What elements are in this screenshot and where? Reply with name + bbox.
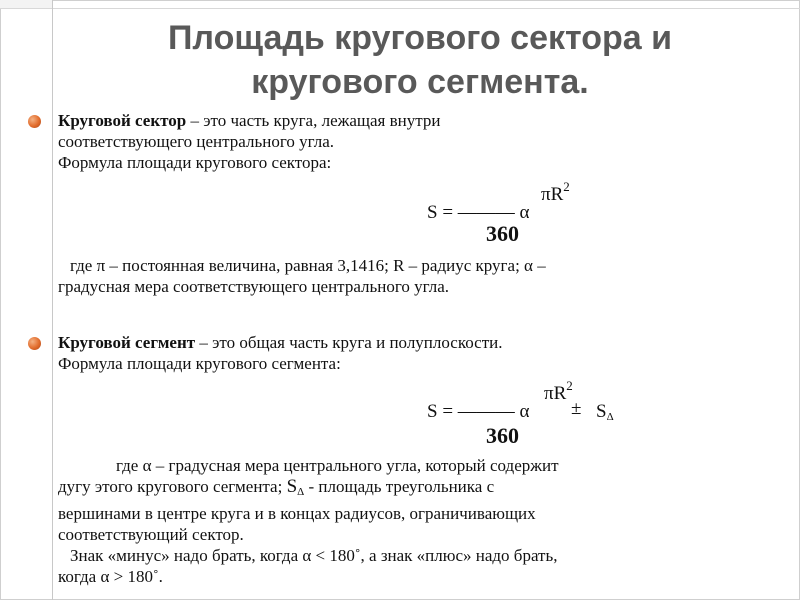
segment-explanation [58,455,559,545]
segment-numerator: $\pi R^2$ [544,378,573,404]
title-line-1: Площадь кругового сектора и [167,19,672,57]
sector-where-line-2: градусная мера соответствующего центрального угла. [58,277,450,296]
sector-def-line-2: соответствующего центрального угла. [58,132,335,151]
segment-triangle-area: $S_\Delta$ [596,401,614,423]
sector-explanation [58,255,546,297]
top-rule [0,8,800,9]
sector-def-line-1: это часть круга, лежащая внутри [203,111,441,130]
segment-denominator: 360 [486,423,519,448]
sector-where-line-1: где π – постоянная величина, равная 3,1416; R – радиус круга; α – [70,256,546,275]
sign-line-2: когда α > 180˚. [58,567,163,586]
sector-lhs-and-bar: S = ——— α [427,202,530,223]
bullet-icon [28,337,41,350]
segment-where-line-2: дугу этого кругового сегмента; $S_\Delta$ - площадь треугольника с [58,476,495,498]
sign-line-1: Знак «минус» надо брать, когда α < 180˚, а знак «плюс» надо брать, [70,546,558,565]
segment-lhs-and-bar: S = ——— α [427,401,530,422]
segment-definition [58,332,503,374]
dash: – [186,111,204,130]
sector-formula-intro: Формула площади кругового сектора: [58,153,332,172]
sector-term: Круговой сектор [58,111,187,130]
segment-def-line-1: это общая часть круга и полуплоскости. [212,333,503,352]
segment-term: Круговой сегмент [58,333,196,352]
slide-title [100,16,740,104]
segment-where-line-3: вершинами в центре круга и в концах радиусов, ограничивающих [58,504,536,523]
corner-decoration [0,0,52,8]
segment-formula-intro: Формула площади кругового сегмента: [58,354,341,373]
sector-definition [58,110,440,173]
dash: – [195,333,213,352]
segment-where-line-4: соответствующий сектор. [58,525,244,544]
title-line-2: кругового сегмента. [251,63,589,101]
segment-where-line-1: где α – градусная мера центрального угла, который содержит [116,456,559,475]
sign-rule [58,545,558,587]
bullet-icon [28,115,41,128]
left-margin-rule [52,0,53,600]
sector-numerator: $\pi R^2$ [541,179,570,205]
sector-denominator: 360 [486,221,519,246]
segment-plus-minus: ± [571,398,582,419]
